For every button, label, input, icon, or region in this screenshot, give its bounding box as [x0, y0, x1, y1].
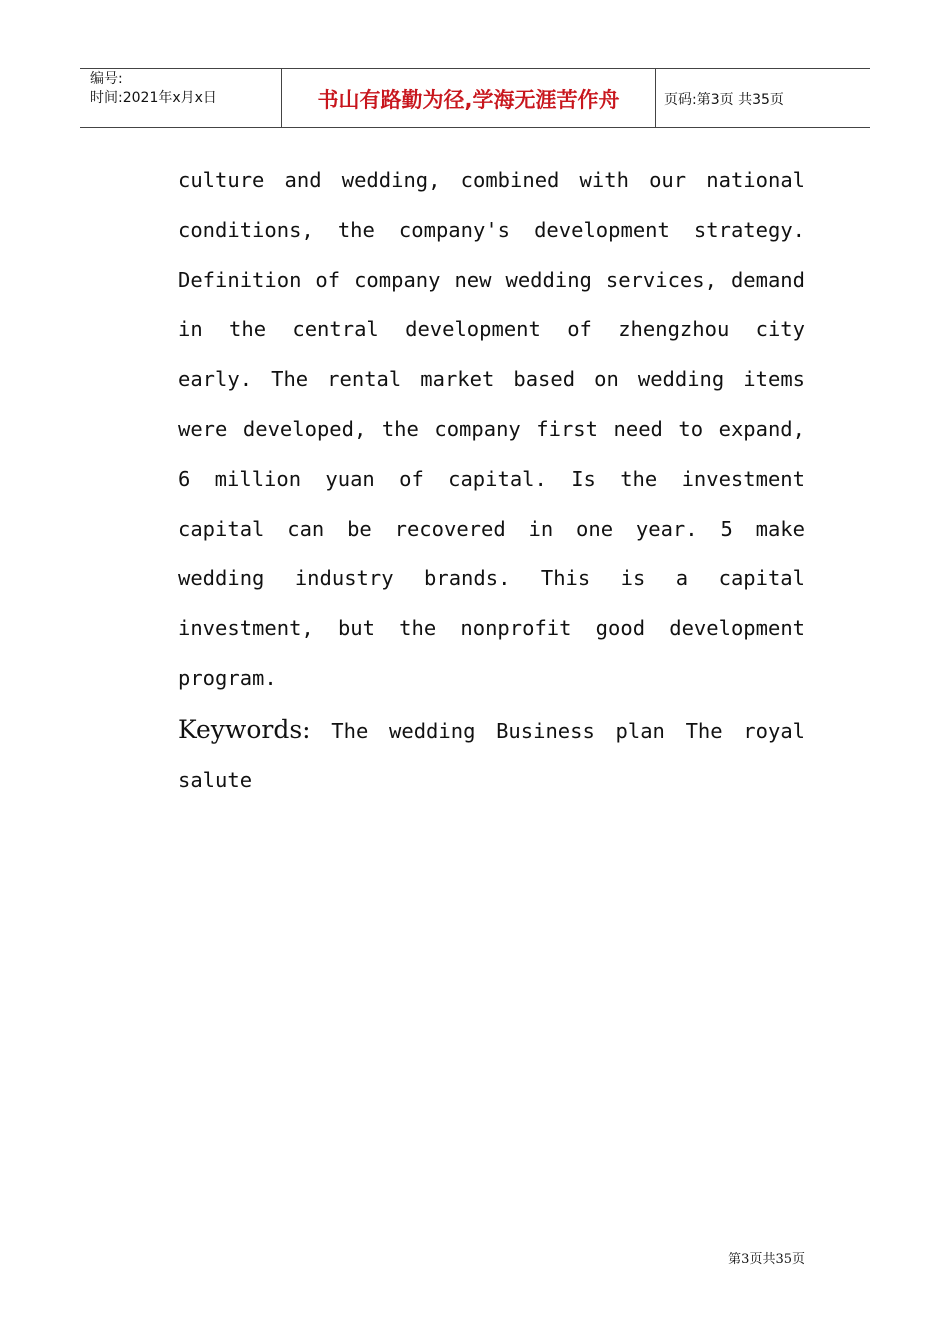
- header-page-number: 页码:第3页 共35页: [664, 91, 784, 108]
- page-header: [80, 68, 870, 128]
- page-footer: 第3页共35页: [728, 1252, 805, 1267]
- document-number-label: 编号:: [90, 71, 123, 87]
- keywords-label: Keywords:: [178, 715, 311, 744]
- keywords-section: [178, 705, 805, 805]
- header-motto: 书山有路勤为径,学海无涯苦作舟: [317, 87, 620, 112]
- body-content: [178, 156, 805, 704]
- body-paragraph: culture and wedding, combined with our national conditions, the company's development strategy. Definition of company new wedding services, demand in the central development of zhengzhou city early. The rental market based on wedding items were developed, the company first need to expand, 6 million yuan of capital. Is the investment capital can be recovered in one year. 5 make wedding industry brands. This is a capital investment, but the nonprofit good development program.: [178, 168, 805, 690]
- header-divider-right: [655, 69, 656, 128]
- header-info: [90, 70, 217, 108]
- keywords-text: The wedding Business plan The royal salute: [178, 719, 806, 792]
- document-time-label: 时间:2021年x月x日: [90, 90, 217, 106]
